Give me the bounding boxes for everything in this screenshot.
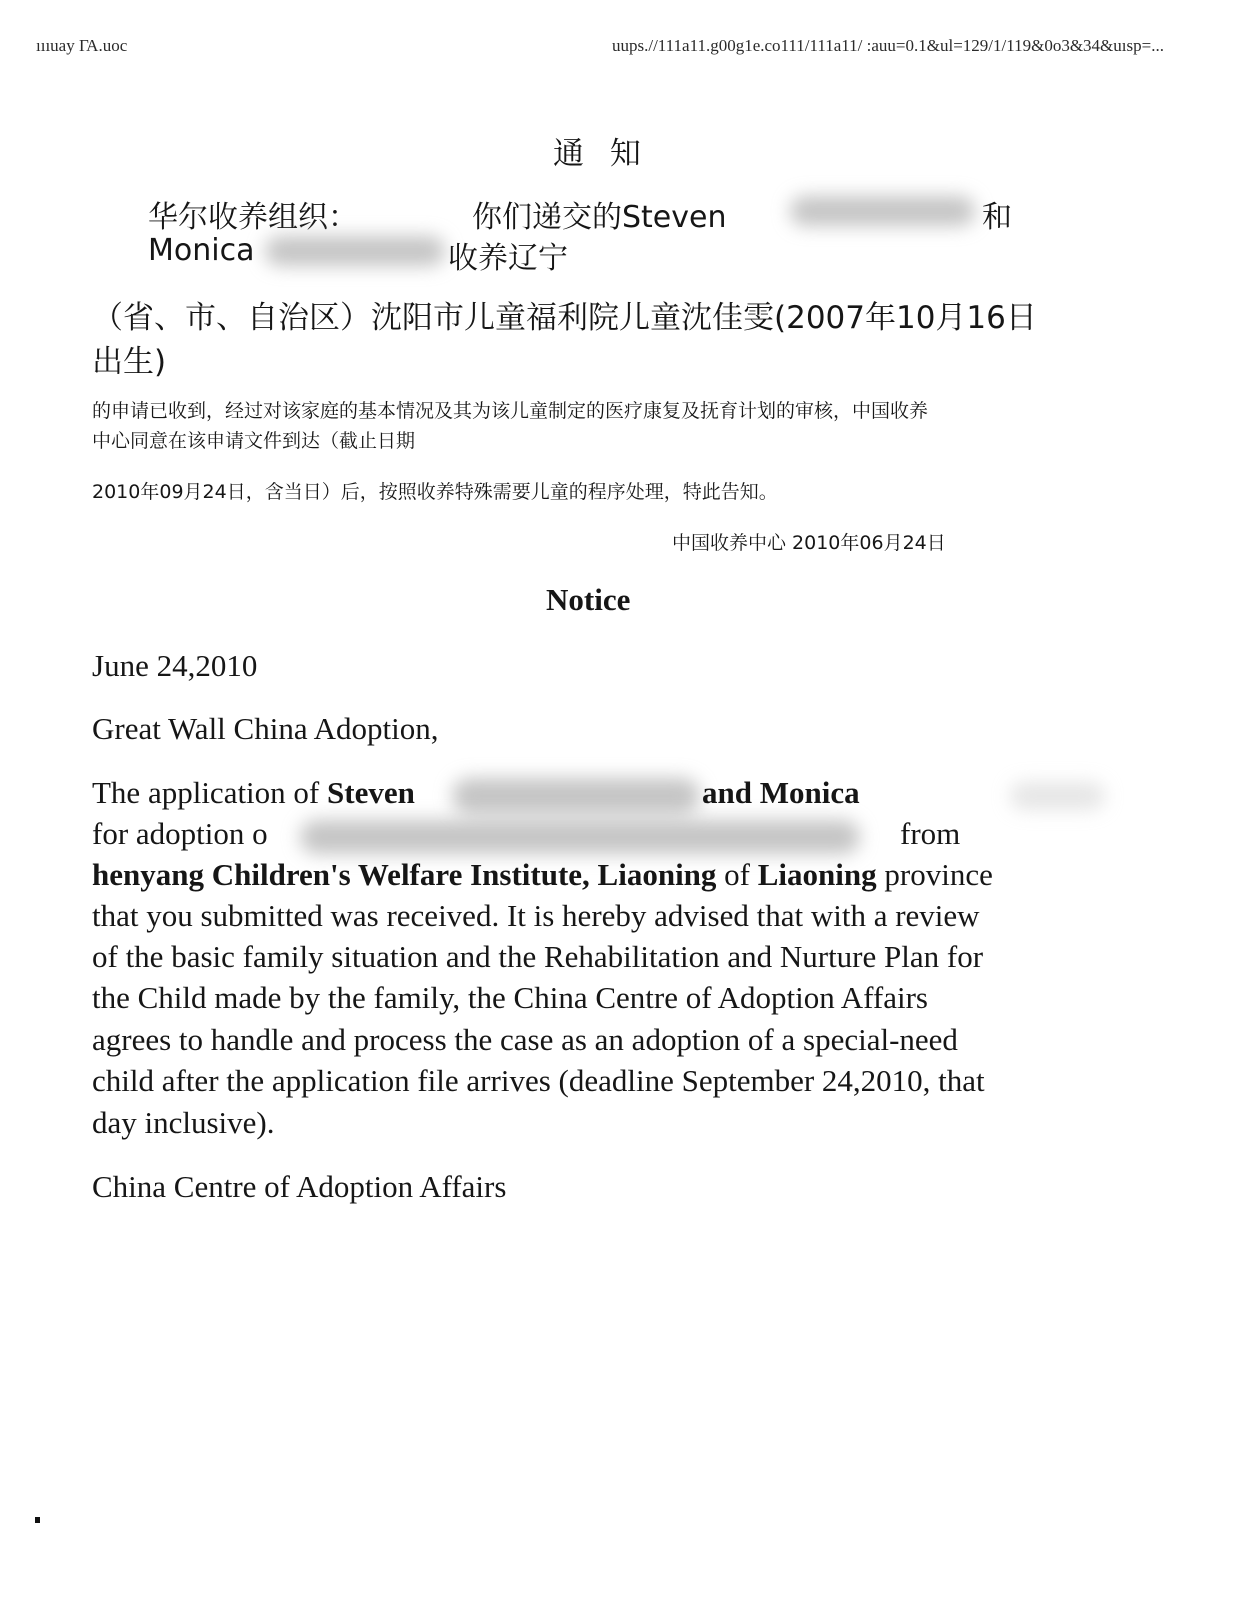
english-body-line: of the basic family situation and the Rehabilitation and Nurture Plan for [92, 939, 984, 974]
chinese-paragraph-line1: 的申请已收到，经过对该家庭的基本情况及其为该儿童制定的医疗康复及抚育计划的审核，中国收养 [92, 400, 929, 422]
english-date: June 24,2010 [92, 648, 258, 683]
english-line1-end [702, 775, 860, 811]
english-line1-prefix: The application of [92, 775, 327, 810]
english-province: province [876, 857, 993, 892]
english-body-line: agrees to handle and process the case as an adoption of a special-need [92, 1022, 958, 1057]
applicant-name-1: Steven [327, 775, 415, 810]
english-body-line: that you submitted was received. It is hereby advised that with a review [92, 898, 980, 933]
print-header-url: uups.//111a11.g00g1e.co111/111a11/ :auu=0.1&ul=129/1/119&0o3&34&uısp=... [612, 36, 1164, 55]
chinese-line3: （省、市、自治区）沈阳市儿童福利院儿童沈佳雯(2007年10月16日 [92, 300, 1037, 336]
province-name: Liaoning [757, 857, 877, 892]
redaction-blur [790, 196, 975, 226]
redaction-blur [300, 820, 860, 854]
chinese-org-name: 华尔收养组织： [148, 200, 358, 235]
chinese-line4: 出生) [92, 344, 167, 380]
chinese-line1-mid: 你们递交的Steven [472, 200, 727, 235]
english-body-line: day inclusive). [92, 1105, 275, 1140]
scan-artifact-dot [35, 1517, 40, 1523]
applicant-name-2: and Monica [702, 775, 860, 810]
english-body-line: child after the application file arrives (deadline September 24,2010, that [92, 1063, 985, 1098]
english-of: of [716, 857, 758, 892]
chinese-paragraph-line3: 2010年09月24日，含当日）后，按照收养特殊需要儿童的程序处理，特此告知。 [92, 481, 778, 503]
english-greeting: Great Wall China Adoption, [92, 711, 439, 746]
redaction-blur [265, 236, 445, 266]
chinese-paragraph-line2: 中心同意在该申请文件到达（截止日期 [92, 430, 416, 452]
chinese-title: 通 知 [553, 136, 649, 172]
chinese-line2-end: 收养辽宁 [448, 241, 568, 276]
english-line3 [92, 857, 993, 893]
chinese-line2-name: Monica [148, 233, 255, 268]
redaction-blur [1010, 782, 1105, 810]
chinese-signature: 中国收养中心 2010年06月24日 [672, 532, 946, 554]
redaction-blur [452, 778, 700, 814]
print-header-filename: ıııuay ΓΑ.uoc [36, 36, 128, 55]
english-body-line: the Child made by the family, the China Centre of Adoption Affairs [92, 980, 928, 1015]
english-line2-prefix: for adoption o [92, 816, 268, 851]
english-title: Notice [546, 582, 631, 617]
english-line1 [92, 775, 415, 811]
english-signature: China Centre of Adoption Affairs [92, 1169, 507, 1204]
institute-name: henyang Children's Welfare Institute, Liaoning [92, 857, 717, 892]
english-line2-from: from [900, 816, 961, 851]
chinese-line1-end: 和 [982, 200, 1012, 235]
